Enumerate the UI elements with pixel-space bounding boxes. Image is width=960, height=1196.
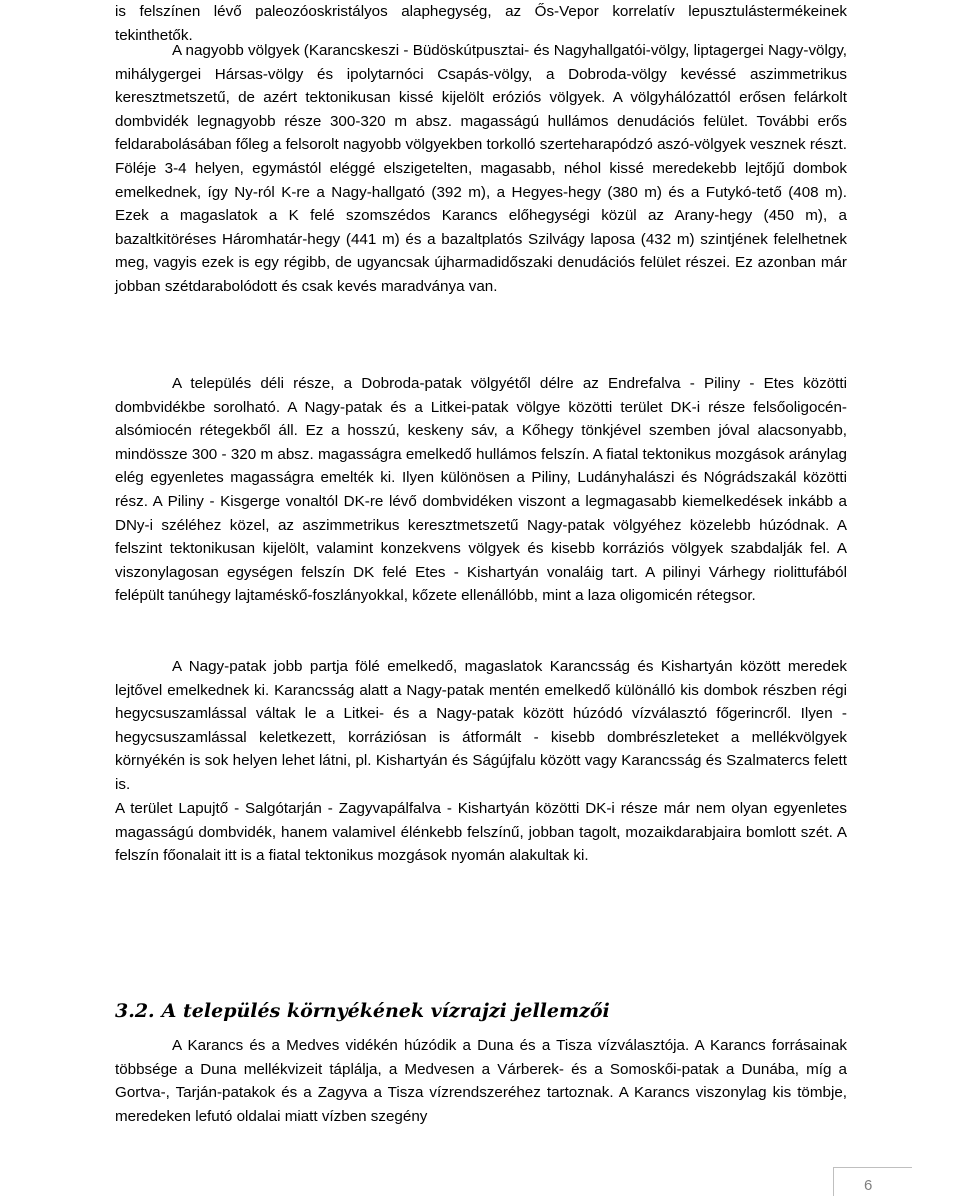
section-heading: [115, 1000, 610, 1022]
paragraph-4: A Nagy-patak jobb partja fölé emelkedő, magaslatok Karancsság és Kishartyán között meredek lejtővel emelkednek ki. Karancsság alatt a Nagy-patak mentén emelkedő különálló kis dombok részben régi hegycsuszamlással váltak le a Litkei- és a Nagy-patak között húzódó vízválasztó főgerincről. Ilyen - hegycsuszamlással keletkezett, korráziósan is átformált - kisebb dombrészleteket a mellékvölgyek környékén is sok helyen lehet látni, pl. Kishartyán és Ságújfalu között vagy Karancsság és Szalmatercs felett is.: [115, 658, 847, 793]
section-number: 3.2.: [115, 1000, 155, 1022]
page-number: 6: [864, 1177, 873, 1194]
page-number-frame: [833, 1167, 912, 1196]
paragraph-1: is felszínen lévő paleozóoskristályos alaphegység, az Ős-Vepor korrelatív lepusztulástermékeinek tekinthetők.: [115, 3, 847, 44]
paragraph-5: A terület Lapujtő - Salgótarján - Zagyvapálfalva - Kishartyán közötti DK-i része már nem olyan egyenletes magasságú dombvidék, hanem valamivel élénkebb felszínű, jobban tagolt, mozaikdarabjaira bomlott szét. A felszín főonalait itt is a fiatal tektonikus mozgások nyomán alakultak ki.: [115, 800, 847, 865]
paragraph-2: A nagyobb völgyek (Karancskeszi - Büdöskútpusztai- és Nagyhallgatói-völgy, liptagergei Nagy-völgy, mihálygergei Hársas-völgy és ipolytarnóci Csapás-völgy, a Dobroda-völgy kevéssé aszimmetrikus keresztmetszetű, de azért tektonikusan kissé kijelölt eróziós völgyek. A völgyhálózattól erősen felárkolt dombvidék legnagyobb része 300-320 m absz. magasságú hullámos denudációs felület. További erős feldarabolásában főleg a felsorolt nagyobb völgyekben torkolló szerteharapódzó aszó-völgyek vesznek részt. Föléje 3-4 helyen, egymástól eléggé elszigetelten, magasabb, néhol kissé meredekebb lejtőjű dombok emelkednek, így Ny-ról K-re a Nagy-hallgató (392 m), a Hegyes-hegy (380 m) és a Futykó-tető (408 m). Ezek a magaslatok a K felé szomszédos Karancs előhegységi közül az Arany-hegy (450 m), a bazaltkitöréses Háromhatár-hegy (441 m) és a bazaltplatós Szilvágy laposa (432 m) szintjének felelhetnek meg, vagyis ezek is egy régibb, de ugyancsak újharmadidőszaki denudációs felület részei. Ez azonban már jobban szétdarabolódott és csak kevés maradványa van.: [115, 42, 847, 295]
paragraph-3: A település déli része, a Dobroda-patak völgyétől délre az Endrefalva - Piliny - Etes közötti dombvidékbe sorolható. A Nagy-patak és a Litkei-patak völgye közötti terület DK-i része felsőoligocén-alsómiocén rétegekből áll. Ez a hosszú, keskeny sáv, a Kőhegy tönkjével szemben jóval alacsonyabb, mindössze 300 - 320 m absz. magasságra emelkedő hullámos felszín. A fiatal tektonikus mozgások aránylag elég egyenletes magasságra emelték ki. Ilyen különösen a Piliny, Ludányhalászi és Nógrádszakál közötti rész. A Piliny - Kisgerge vonaltól DK-re lévő dombvidéken viszont a legmagasabb kiemelkedések inkább a DNy-i széléhez közel, az aszimmetrikus keresztmetszetű Nagy-patak völgyéhez közelebb húzódnak. A felszint tektonikusan kijelölt, valamint konzekvens völgyek és kisebb korráziós völgyek szabdalják fel. A viszonylagosan egységen felszín DK felé Etes - Kishartyán vonaláig tart. A pilinyi Várhegy riolittufából felépült tanúhegy lajtaméskő-foszlányokkal, kőzete ellenállóbb, mint a laza oligomicén rétegsor.: [115, 375, 847, 605]
paragraph-6: A Karancs és a Medves vidékén húzódik a Duna és a Tisza vízválasztója. A Karancs forrásainak többsége a Duna mellékvizeit táplálja, a Medvesen a Várberek- és a Somoskői-patak a Dunába, míg a Gortva-, Tarján-patakok és a Zagyva a Tisza vízrendszeréhez tartoznak. A Karancs viszonylag kis tömbje, meredeken lefutó oldalai miatt vízben szegény: [115, 1037, 847, 1125]
section-title: A település környékének vízrajzi jellemzői: [161, 1000, 610, 1022]
